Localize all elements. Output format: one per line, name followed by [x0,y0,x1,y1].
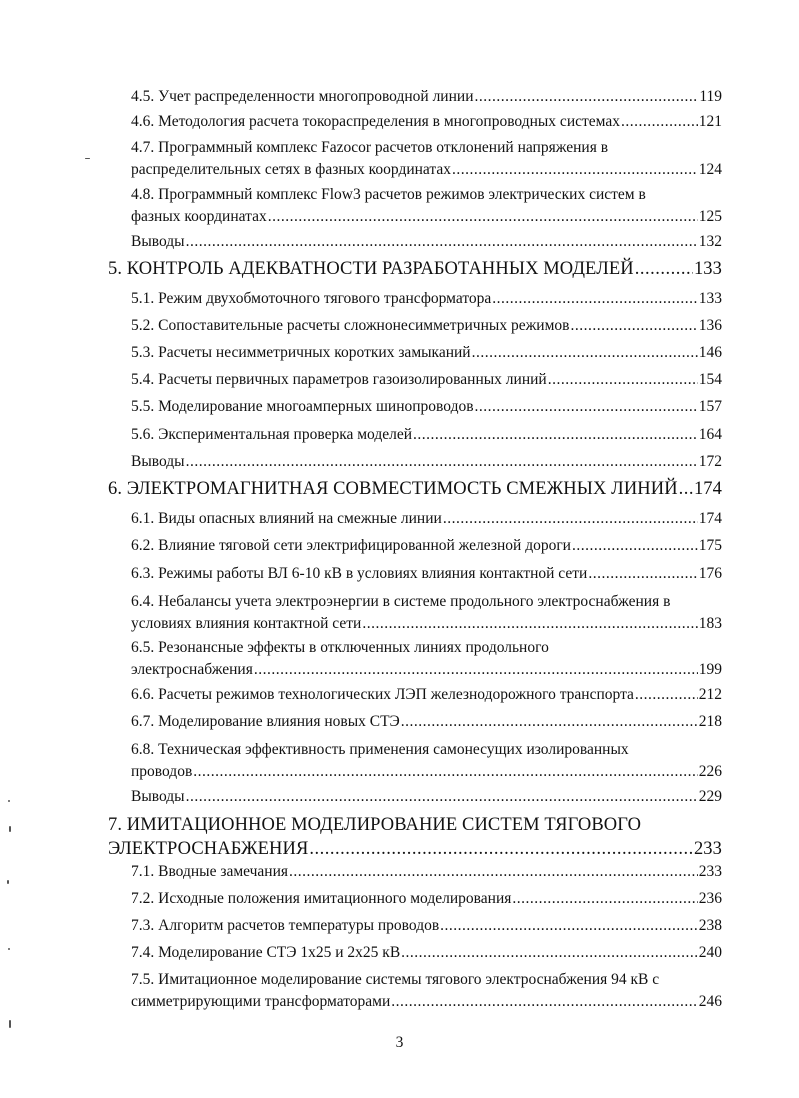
toc-entry-4-5 [131,86,722,108]
toc-entry-page: 132 [698,233,722,250]
toc-entry-title: 6.3. Режимы работы ВЛ 6-10 кВ в условиях влияния контактной сети [131,565,588,582]
toc-entry-page: 119 [699,88,722,105]
toc-entry-title-line1: 7.5. Имитационное моделирование системы тягового электроснабжения 94 кВ с [131,971,660,988]
toc-chapter-page: 233 [693,839,722,859]
toc-chapter-page: 174 [693,479,722,499]
toc-entry-title: Выводы [131,453,185,470]
toc-entry-page: 157 [698,398,722,415]
toc-entry-title: 4.5. Учет распределенности многопроводной линии [131,88,474,105]
toc-entry-page: 125 [698,208,722,225]
toc-entry-5-4 [131,369,722,391]
toc-entry-title: фазных координатах [131,208,267,225]
scan-speck [9,826,11,832]
toc-chapter-title-line1: 7. ИМИТАЦИОННОЕ МОДЕЛИРОВАНИЕ СИСТЕМ ТЯГОВОГО [108,815,642,835]
toc-entry-title: 5.2. Сопоставительные расчеты сложнонесимметричных режимов [131,317,570,334]
scan-speck [85,158,90,159]
toc-entry-page: 121 [698,113,722,130]
toc-entry-page: 240 [698,944,722,961]
toc-entry-4-8 [131,184,722,228]
toc-entry-title-line1: 6.4. Небалансы учета электроэнергии в системе продольного электроснабжения в [131,593,671,610]
toc-chapter-title: ЭЛЕКТРОСНАБЖЕНИЯ [108,839,309,859]
toc-entry-page: 172 [698,453,722,470]
toc-entry-page: 164 [698,426,722,443]
toc-entry-6-2 [131,535,722,557]
scan-speck [7,880,9,884]
toc-entry-title: 5.1. Режим двухобмоточного тягового трансформатора [131,290,492,307]
toc-entry-title: Выводы [131,233,185,250]
toc-chapter-7 [108,813,722,861]
toc-entry-page: 246 [698,993,722,1010]
toc-entry-page: 175 [698,537,722,554]
toc-entry-7-2 [131,888,722,910]
toc-entry-7-1 [131,861,722,883]
toc-entry-title: 6.2. Влияние тяговой сети электрифицированной железной дороги [131,537,571,554]
toc-entry-page: 174 [698,510,722,527]
toc-entry-5-6 [131,424,722,446]
toc-entry-6-1 [131,508,722,530]
toc-entry-page: 154 [698,371,722,388]
toc-chapter-6 [108,477,722,501]
toc-entry-title: 7.1. Вводные замечания [131,863,289,880]
scan-speck [9,1020,11,1028]
toc-entry-title: проводов [131,763,193,780]
toc-entry-page: 229 [698,788,722,805]
toc-entry-6-3 [131,563,722,585]
scan-speck [8,948,10,950]
toc-entry-conclusions-6 [131,786,722,808]
toc-entry-title: 7.4. Моделирование СТЭ 1х25 и 2х25 кВ [131,944,401,961]
toc-entry-6-4 [131,591,755,635]
toc-entry-page: 146 [698,344,722,361]
toc-entry-4-6 [131,111,722,133]
toc-entry-title: 5.4. Расчеты первичных параметров газоизолированных линий [131,371,547,388]
toc-entry-5-5 [131,396,722,418]
toc-entry-page: 212 [698,686,722,703]
toc-chapter-page: 133 [693,259,722,279]
toc-entry-title: 5.5. Моделирование многоамперных шинопроводов [131,398,474,415]
toc-entry-title: 6.1. Виды опасных влияний на смежные линии [131,510,442,527]
toc-entry-title: 7.3. Алгоритм расчетов температуры проводов [131,917,440,934]
toc-entry-title: Выводы [131,788,185,805]
page-number: 3 [395,1034,404,1051]
toc-entry-page: 136 [698,317,722,334]
toc-entry-title: 5.3. Расчеты несимметричных коротких замыканий [131,344,471,361]
toc-entry-title: 4.6. Методология расчета токораспределения в многопроводных системах [131,113,620,130]
toc-entry-5-2 [131,315,722,337]
toc-entry-title: 7.2. Исходные положения имитационного моделирования [131,890,512,907]
toc-entry-title: 6.7. Моделирование влияния новых СТЭ [131,713,400,730]
toc-chapter-title: 6. ЭЛЕКТРОМАГНИТНАЯ СОВМЕСТИМОСТЬ СМЕЖНЫХ ЛИНИЙ [108,479,678,499]
toc-entry-5-1 [131,288,722,310]
toc-entry-page: 199 [698,661,722,678]
toc-entry-page: 176 [698,565,722,582]
toc-entry-4-7 [131,137,722,181]
toc-entry-7-3 [131,915,722,937]
toc-entry-title-line1: 6.5. Резонансные эффекты в отключенных линиях продольного [131,639,549,656]
toc-entry-title-line1: 4.7. Программный комплекс Fazocor расчетов отклонений напряжения в [131,139,609,156]
toc-entry-page: 236 [698,890,722,907]
toc-entry-page: 218 [698,713,722,730]
toc-entry-page: 233 [698,863,722,880]
toc-entry-7-4 [131,942,722,964]
scan-speck [8,800,10,802]
toc-entry-6-8 [131,739,722,783]
toc-entry-page: 183 [698,615,722,632]
toc-entry-title: электроснабжения [131,661,253,678]
toc-entry-page: 133 [698,290,722,307]
toc-entry-conclusions-5 [131,451,722,473]
toc-entry-conclusions-4 [131,231,722,253]
toc-entry-title: распределительных сетях в фазных координатах [131,161,451,178]
toc-entry-title: 5.6. Экспериментальная проверка моделей [131,426,413,443]
toc-entry-title: 6.6. Расчеты режимов технологических ЛЭП железнодорожного транспорта [131,686,634,703]
toc-chapter-title: 5. КОНТРОЛЬ АДЕКВАТНОСТИ РАЗРАБОТАННЫХ МОДЕЛЕЙ [108,259,634,279]
toc-entry-7-5 [131,969,722,1013]
toc-entry-title-line1: 6.8. Техническая эффективность применения самонесущих изолированных [131,741,629,758]
toc-entry-title: симметрирующими трансформаторами [131,993,391,1010]
toc-entry-6-5 [131,637,722,681]
toc-entry-page: 124 [698,161,722,178]
toc-entry-title: условиях влияния контактной сети [131,615,362,632]
toc-chapter-5 [108,257,722,281]
toc-entry-page: 238 [698,917,722,934]
toc-entry-6-6 [131,684,722,706]
toc-entry-page: 226 [698,763,722,780]
toc-entry-5-3 [131,342,722,364]
toc-entry-6-7 [131,711,722,733]
toc-entry-title-line1: 4.8. Программный комплекс Flow3 расчетов режимов электрических систем в [131,186,646,203]
